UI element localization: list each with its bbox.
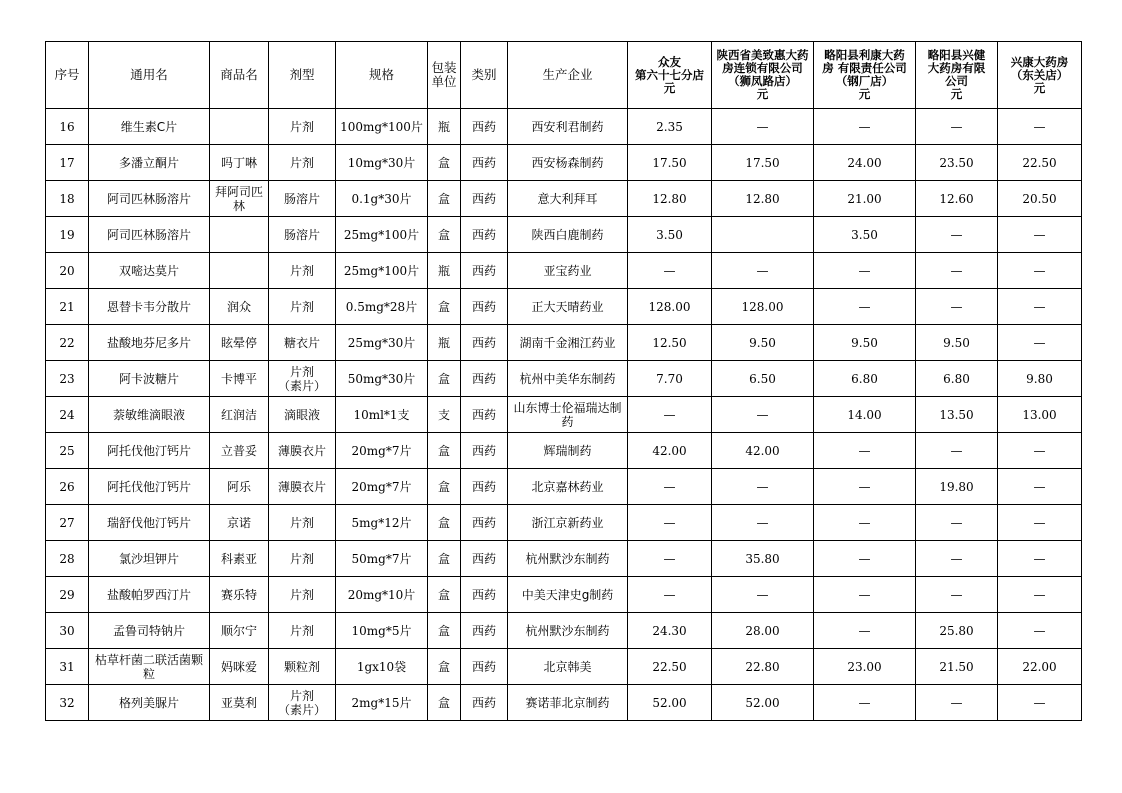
cell-category: 西药 [461, 649, 508, 685]
cell-category: 西药 [461, 613, 508, 649]
cell-price-xingjian: 9.50 [916, 325, 998, 361]
cell-price-xingkang: — [998, 577, 1082, 613]
cell-price-likang: 23.00 [814, 649, 916, 685]
cell-pack-unit: 盒 [428, 433, 461, 469]
cell-index: 22 [46, 325, 89, 361]
cell-category: 西药 [461, 253, 508, 289]
cell-generic-name: 萘敏维滴眼液 [89, 397, 210, 433]
header-store-xingkang [998, 42, 1082, 109]
cell-index: 30 [46, 613, 89, 649]
header-line: 元 [1033, 80, 1046, 95]
cell-price-xingjian: 6.80 [916, 361, 998, 397]
cell-price-xingjian: — [916, 541, 998, 577]
cell-manufacturer: 杭州默沙东制药 [508, 613, 628, 649]
cell-manufacturer: 中美天津史g制药 [508, 577, 628, 613]
header-row [46, 42, 1082, 109]
cell-dosage-form: 片剂 [269, 577, 336, 613]
cell-brand-name: 阿乐 [210, 469, 269, 505]
cell-dosage-form: 滴眼液 [269, 397, 336, 433]
cell-brand-name: 拜阿司匹林 [210, 181, 269, 217]
header-spec: 规格 [336, 42, 428, 109]
price-table-page [45, 41, 1082, 721]
cell-category: 西药 [461, 469, 508, 505]
cell-dosage-form: 片剂 [269, 289, 336, 325]
cell-price-likang: — [814, 613, 916, 649]
table-row [46, 397, 1082, 433]
cell-dosage-form: 片剂 [269, 109, 336, 145]
table-row [46, 541, 1082, 577]
cell-brand-name: 润众 [210, 289, 269, 325]
cell-index: 18 [46, 181, 89, 217]
cell-manufacturer: 正大天晴药业 [508, 289, 628, 325]
header-line: 元 [663, 80, 676, 95]
header-line: 单位 [431, 74, 457, 89]
cell-price-zhongyou: 52.00 [628, 685, 712, 721]
cell-category: 西药 [461, 577, 508, 613]
cell-price-likang: — [814, 469, 916, 505]
cell-price-xingkang: — [998, 289, 1082, 325]
cell-spec: 20mg*7片 [336, 433, 428, 469]
cell-brand-name: 吗丁啉 [210, 145, 269, 181]
cell-index: 28 [46, 541, 89, 577]
cell-generic-name: 氯沙坦钾片 [89, 541, 210, 577]
cell-price-meizhihui: 22.80 [712, 649, 814, 685]
cell-price-likang: — [814, 433, 916, 469]
cell-price-xingkang: 13.00 [998, 397, 1082, 433]
cell-brand-name: 赛乐特 [210, 577, 269, 613]
cell-generic-name: 阿托伐他汀钙片 [89, 469, 210, 505]
cell-generic-name: 双嘧达莫片 [89, 253, 210, 289]
cell-price-xingjian: — [916, 109, 998, 145]
cell-price-zhongyou: — [628, 469, 712, 505]
table-row [46, 577, 1082, 613]
cell-brand-name [210, 253, 269, 289]
cell-price-meizhihui: — [712, 109, 814, 145]
cell-generic-name: 阿卡波糖片 [89, 361, 210, 397]
header-line: 陕西省美致惠大药 [716, 48, 809, 62]
header-line: 房连锁有限公司 [722, 61, 803, 75]
cell-price-xingkang: — [998, 469, 1082, 505]
table-row [46, 649, 1082, 685]
header-line: 包装 [431, 60, 457, 75]
cell-index: 26 [46, 469, 89, 505]
cell-pack-unit: 盒 [428, 217, 461, 253]
header-line: 元 [950, 87, 963, 101]
cell-brand-name [210, 109, 269, 145]
cell-price-zhongyou: 7.70 [628, 361, 712, 397]
table-row [46, 145, 1082, 181]
cell-price-xingkang: 22.50 [998, 145, 1082, 181]
cell-pack-unit: 盒 [428, 181, 461, 217]
cell-price-xingkang: 9.80 [998, 361, 1082, 397]
cell-price-zhongyou: — [628, 505, 712, 541]
cell-price-xingkang: — [998, 217, 1082, 253]
cell-spec: 10mg*30片 [336, 145, 428, 181]
cell-price-xingjian: — [916, 289, 998, 325]
header-line: 房 有限责任公司 [822, 61, 907, 75]
cell-price-xingkang: — [998, 505, 1082, 541]
table-row [46, 289, 1082, 325]
cell-dosage-form: 片剂 [269, 613, 336, 649]
cell-manufacturer: 西安杨森制药 [508, 145, 628, 181]
table-row [46, 685, 1082, 721]
cell-brand-name [210, 217, 269, 253]
cell-price-likang: — [814, 289, 916, 325]
cell-price-zhongyou: 12.50 [628, 325, 712, 361]
cell-category: 西药 [461, 505, 508, 541]
cell-dosage-form: 肠溶片 [269, 217, 336, 253]
cell-price-meizhihui: — [712, 577, 814, 613]
header-line: 第六十七分店 [635, 67, 704, 82]
cell-price-meizhihui: — [712, 397, 814, 433]
cell-brand-name: 亚莫利 [210, 685, 269, 721]
table-body [46, 109, 1082, 721]
cell-index: 32 [46, 685, 89, 721]
cell-spec: 2mg*15片 [336, 685, 428, 721]
cell-dosage-form: 糖衣片 [269, 325, 336, 361]
cell-price-xingjian: 19.80 [916, 469, 998, 505]
cell-price-xingjian: — [916, 253, 998, 289]
header-line: 略阳县利康大药 [824, 48, 905, 62]
cell-index: 23 [46, 361, 89, 397]
cell-index: 17 [46, 145, 89, 181]
cell-price-xingjian: 13.50 [916, 397, 998, 433]
table-row [46, 505, 1082, 541]
header-generic-name: 通用名 [89, 42, 210, 109]
cell-spec: 25mg*30片 [336, 325, 428, 361]
cell-price-xingkang: — [998, 325, 1082, 361]
cell-generic-name: 枯草杆菌二联活菌颗粒 [89, 649, 210, 685]
cell-generic-name: 盐酸地芬尼多片 [89, 325, 210, 361]
cell-price-likang: 14.00 [814, 397, 916, 433]
table-row [46, 613, 1082, 649]
cell-pack-unit: 盒 [428, 505, 461, 541]
cell-price-zhongyou: 2.35 [628, 109, 712, 145]
cell-pack-unit: 盒 [428, 541, 461, 577]
cell-price-xingjian: — [916, 577, 998, 613]
cell-price-zhongyou: 22.50 [628, 649, 712, 685]
cell-price-xingkang: — [998, 109, 1082, 145]
cell-brand-name: 红润洁 [210, 397, 269, 433]
cell-dosage-form [269, 685, 336, 721]
cell-price-xingjian: — [916, 217, 998, 253]
cell-category: 西药 [461, 145, 508, 181]
table-row [46, 361, 1082, 397]
cell-brand-name: 立普妥 [210, 433, 269, 469]
cell-price-meizhihui: 12.80 [712, 181, 814, 217]
header-line: 略阳县兴健 [927, 48, 986, 62]
cell-price-zhongyou: 12.80 [628, 181, 712, 217]
cell-price-likang: — [814, 505, 916, 541]
cell-price-likang: — [814, 253, 916, 289]
table-row [46, 325, 1082, 361]
cell-price-likang: — [814, 577, 916, 613]
cell-price-xingjian: 23.50 [916, 145, 998, 181]
cell-spec: 20mg*10片 [336, 577, 428, 613]
cell-brand-name: 卡博平 [210, 361, 269, 397]
header-line: 众友 [658, 54, 681, 69]
cell-line: 片剂 [289, 688, 314, 703]
cell-generic-name: 恩替卡韦分散片 [89, 289, 210, 325]
cell-price-zhongyou: 24.30 [628, 613, 712, 649]
header-dosage-form: 剂型 [269, 42, 336, 109]
cell-spec: 5mg*12片 [336, 505, 428, 541]
cell-manufacturer: 杭州中美华东制药 [508, 361, 628, 397]
cell-index: 31 [46, 649, 89, 685]
cell-index: 20 [46, 253, 89, 289]
cell-brand-name: 科素亚 [210, 541, 269, 577]
cell-manufacturer: 亚宝药业 [508, 253, 628, 289]
cell-category: 西药 [461, 541, 508, 577]
cell-brand-name: 京诺 [210, 505, 269, 541]
header-pack-unit [428, 42, 461, 109]
header-store-xingjian [916, 42, 998, 109]
cell-spec: 10mg*5片 [336, 613, 428, 649]
cell-price-zhongyou: 128.00 [628, 289, 712, 325]
cell-dosage-form: 薄膜衣片 [269, 433, 336, 469]
table-row [46, 217, 1082, 253]
cell-price-xingkang: — [998, 253, 1082, 289]
cell-pack-unit: 支 [428, 397, 461, 433]
cell-manufacturer: 西安利君制药 [508, 109, 628, 145]
header-brand-name: 商品名 [210, 42, 269, 109]
cell-price-likang: 21.00 [814, 181, 916, 217]
cell-pack-unit: 盒 [428, 361, 461, 397]
cell-spec: 0.1g*30片 [336, 181, 428, 217]
cell-index: 25 [46, 433, 89, 469]
cell-price-meizhihui: 9.50 [712, 325, 814, 361]
header-line: （东关店） [1010, 67, 1069, 82]
cell-spec: 25mg*100片 [336, 217, 428, 253]
cell-price-meizhihui: 6.50 [712, 361, 814, 397]
cell-manufacturer: 赛诺菲北京制药 [508, 685, 628, 721]
cell-index: 21 [46, 289, 89, 325]
header-line: 兴康大药房 [1010, 54, 1069, 69]
cell-manufacturer: 北京韩美 [508, 649, 628, 685]
table-row [46, 433, 1082, 469]
cell-dosage-form: 薄膜衣片 [269, 469, 336, 505]
cell-brand-name: 妈咪爱 [210, 649, 269, 685]
cell-manufacturer: 山东博士伦福瑞达制药 [508, 397, 628, 433]
cell-spec: 50mg*7片 [336, 541, 428, 577]
cell-price-xingjian: 25.80 [916, 613, 998, 649]
cell-dosage-form: 肠溶片 [269, 181, 336, 217]
header-manufacturer: 生产企业 [508, 42, 628, 109]
header-line: 公司 [945, 74, 968, 88]
cell-price-xingjian: 21.50 [916, 649, 998, 685]
cell-price-meizhihui [712, 217, 814, 253]
cell-price-zhongyou: 3.50 [628, 217, 712, 253]
cell-category: 西药 [461, 397, 508, 433]
cell-pack-unit: 盒 [428, 649, 461, 685]
cell-price-meizhihui: 28.00 [712, 613, 814, 649]
cell-spec: 100mg*100片 [336, 109, 428, 145]
cell-pack-unit: 瓶 [428, 253, 461, 289]
header-line: （狮凤路店） [728, 74, 797, 88]
cell-price-xingjian: 12.60 [916, 181, 998, 217]
cell-manufacturer: 意大利拜耳 [508, 181, 628, 217]
cell-price-meizhihui: 128.00 [712, 289, 814, 325]
cell-index: 27 [46, 505, 89, 541]
cell-generic-name: 瑞舒伐他汀钙片 [89, 505, 210, 541]
header-store-meizhihui [712, 42, 814, 109]
cell-price-zhongyou: — [628, 397, 712, 433]
cell-pack-unit: 盒 [428, 145, 461, 181]
cell-pack-unit: 瓶 [428, 325, 461, 361]
cell-spec: 1gx10袋 [336, 649, 428, 685]
cell-index: 16 [46, 109, 89, 145]
header-line: 元 [858, 87, 871, 101]
cell-manufacturer: 杭州默沙东制药 [508, 541, 628, 577]
cell-price-xingkang: — [998, 433, 1082, 469]
cell-manufacturer: 辉瑞制药 [508, 433, 628, 469]
header-line: （钢厂店） [835, 74, 894, 88]
cell-price-zhongyou: — [628, 253, 712, 289]
cell-category: 西药 [461, 217, 508, 253]
cell-dosage-form: 片剂 [269, 541, 336, 577]
cell-category: 西药 [461, 361, 508, 397]
cell-pack-unit: 盒 [428, 613, 461, 649]
cell-generic-name: 多潘立酮片 [89, 145, 210, 181]
cell-category: 西药 [461, 109, 508, 145]
cell-generic-name: 阿司匹林肠溶片 [89, 217, 210, 253]
cell-index: 19 [46, 217, 89, 253]
cell-price-xingkang: — [998, 685, 1082, 721]
header-line: 大药房有限 [927, 61, 986, 75]
table-row [46, 109, 1082, 145]
cell-brand-name: 顺尔宁 [210, 613, 269, 649]
cell-dosage-form: 颗粒剂 [269, 649, 336, 685]
cell-spec: 50mg*30片 [336, 361, 428, 397]
header-store-likang [814, 42, 916, 109]
cell-price-meizhihui: 52.00 [712, 685, 814, 721]
cell-price-meizhihui: — [712, 469, 814, 505]
header-line: 元 [756, 87, 769, 101]
cell-price-xingkang: — [998, 541, 1082, 577]
cell-price-meizhihui: — [712, 253, 814, 289]
cell-price-likang: 24.00 [814, 145, 916, 181]
cell-price-zhongyou: 17.50 [628, 145, 712, 181]
cell-price-likang: — [814, 109, 916, 145]
cell-dosage-form: 片剂 [269, 505, 336, 541]
cell-category: 西药 [461, 181, 508, 217]
cell-category: 西药 [461, 289, 508, 325]
cell-pack-unit: 瓶 [428, 109, 461, 145]
cell-line: 片剂 [289, 364, 314, 379]
cell-generic-name: 维生素C片 [89, 109, 210, 145]
cell-manufacturer: 湖南千金湘江药业 [508, 325, 628, 361]
cell-manufacturer: 陕西白鹿制药 [508, 217, 628, 253]
cell-pack-unit: 盒 [428, 577, 461, 613]
cell-price-xingjian: — [916, 505, 998, 541]
cell-brand-name: 眩晕停 [210, 325, 269, 361]
cell-index: 24 [46, 397, 89, 433]
cell-generic-name: 阿托伐他汀钙片 [89, 433, 210, 469]
cell-line: （素片） [277, 378, 326, 393]
cell-generic-name: 阿司匹林肠溶片 [89, 181, 210, 217]
cell-price-meizhihui: 35.80 [712, 541, 814, 577]
cell-price-meizhihui: — [712, 505, 814, 541]
table-row [46, 181, 1082, 217]
cell-spec: 10ml*1支 [336, 397, 428, 433]
cell-price-xingkang: — [998, 613, 1082, 649]
cell-dosage-form: 片剂 [269, 253, 336, 289]
cell-spec: 25mg*100片 [336, 253, 428, 289]
cell-price-likang: — [814, 541, 916, 577]
cell-price-likang: 6.80 [814, 361, 916, 397]
cell-price-likang: 3.50 [814, 217, 916, 253]
cell-generic-name: 孟鲁司特钠片 [89, 613, 210, 649]
cell-generic-name: 盐酸帕罗西汀片 [89, 577, 210, 613]
cell-index: 29 [46, 577, 89, 613]
cell-price-meizhihui: 42.00 [712, 433, 814, 469]
drug-price-table [45, 41, 1082, 721]
cell-spec: 0.5mg*28片 [336, 289, 428, 325]
cell-spec: 20mg*7片 [336, 469, 428, 505]
cell-manufacturer: 浙江京新药业 [508, 505, 628, 541]
cell-price-xingjian: — [916, 433, 998, 469]
cell-price-meizhihui: 17.50 [712, 145, 814, 181]
cell-price-likang: 9.50 [814, 325, 916, 361]
table-row [46, 253, 1082, 289]
cell-manufacturer: 北京嘉林药业 [508, 469, 628, 505]
cell-category: 西药 [461, 685, 508, 721]
cell-dosage-form: 片剂 [269, 145, 336, 181]
cell-pack-unit: 盒 [428, 469, 461, 505]
header-category: 类别 [461, 42, 508, 109]
table-row [46, 469, 1082, 505]
cell-price-xingkang: 22.00 [998, 649, 1082, 685]
cell-price-likang: — [814, 685, 916, 721]
cell-category: 西药 [461, 325, 508, 361]
cell-category: 西药 [461, 433, 508, 469]
header-index: 序号 [46, 42, 89, 109]
cell-dosage-form [269, 361, 336, 397]
cell-price-zhongyou: — [628, 577, 712, 613]
cell-price-xingjian: — [916, 685, 998, 721]
cell-generic-name: 格列美脲片 [89, 685, 210, 721]
cell-price-xingkang: 20.50 [998, 181, 1082, 217]
cell-price-zhongyou: 42.00 [628, 433, 712, 469]
cell-pack-unit: 盒 [428, 685, 461, 721]
cell-line: （素片） [277, 702, 326, 717]
header-store-zhongyou [628, 42, 712, 109]
cell-pack-unit: 盒 [428, 289, 461, 325]
cell-price-zhongyou: — [628, 541, 712, 577]
